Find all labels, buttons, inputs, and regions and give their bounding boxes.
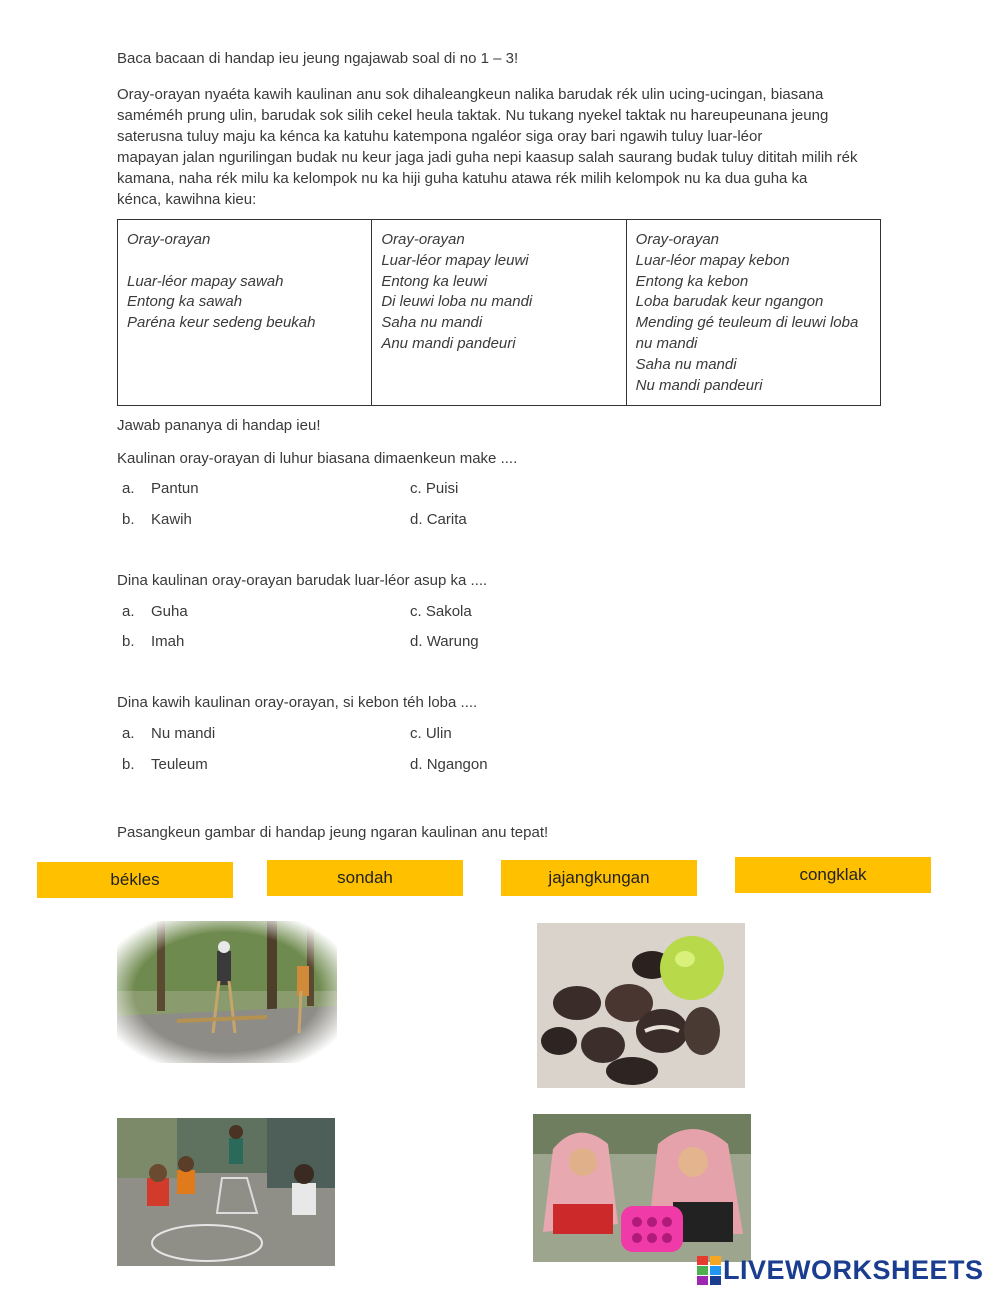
- passage-line: mapayan jalan ngurilingan budak nu keur jaga jadi guha nepi kaasup salah saurang budak tuluy dititah milih rék: [117, 149, 858, 166]
- verse-line: [127, 251, 363, 272]
- matching-prompt: Pasangkeun gambar di handap jeung ngaran kaulinan anu tepat!: [117, 824, 549, 841]
- option-text: Ngangon: [426, 756, 488, 773]
- hopscotch-photo: [117, 1118, 335, 1266]
- option-text: Pantun: [151, 480, 199, 497]
- passage-line: Oray-orayan nyaéta kawih kaulinan anu sok dihaleangkeun nalika barudak rék ulin ucing-ucingan, biasana: [117, 86, 824, 103]
- option-text: Imah: [151, 633, 185, 650]
- bekles-shells-photo: [537, 923, 745, 1088]
- verse-line: Luar-léor mapay leuwi: [381, 251, 529, 269]
- option-text: Teuleum: [151, 756, 208, 773]
- passage-line: saméméh prung ulin, barudak sok silih cekel heula taktak. Nu tukang nyekel taktak nu hareupeunana jeung: [117, 107, 829, 124]
- option-letter: b.: [122, 633, 135, 650]
- liveworksheets-logo: [697, 1255, 984, 1286]
- option-3a[interactable]: [122, 725, 215, 742]
- option-text: Sakola: [425, 603, 472, 620]
- verse-line: Oray-orayan: [381, 231, 465, 248]
- reading-passage: [117, 84, 883, 210]
- option-text: Ulin: [425, 725, 452, 742]
- verse-line: Oray-orayan: [127, 231, 211, 248]
- option-letter: d.: [410, 511, 423, 528]
- verse-line: Luar-léor mapay kebon: [635, 251, 790, 269]
- verse-line: Di leuwi loba nu mandi: [381, 293, 533, 311]
- answer-prompt: Jawab pananya di handap ieu!: [117, 417, 321, 434]
- logo-text: LIVEWORKSHEETS: [723, 1255, 984, 1285]
- option-text: Carita: [426, 511, 467, 528]
- verse-line: Saha nu mandi: [381, 314, 483, 332]
- option-1d[interactable]: [410, 511, 467, 528]
- option-3c[interactable]: [410, 725, 452, 742]
- verse-line: Loba barudak keur ngangon: [635, 293, 824, 311]
- option-letter: d.: [410, 633, 423, 650]
- option-letter: b.: [122, 756, 135, 773]
- option-2c[interactable]: [410, 603, 472, 620]
- tag-jajangkungan[interactable]: jajangkungan: [501, 860, 697, 896]
- song-verse-2: [372, 220, 626, 406]
- song-verse-1: [118, 220, 372, 406]
- verse-line: nu mandi: [635, 334, 698, 352]
- verse-line: Mending gé teuleum di leuwi loba: [635, 314, 859, 332]
- verse-line: Entong ka sawah: [127, 293, 243, 311]
- verse-line: Oray-orayan: [635, 231, 720, 248]
- option-letter: c.: [410, 725, 422, 742]
- question-3: Dina kawih kaulinan oray-orayan, si kebon téh loba ....: [117, 694, 478, 711]
- option-text: Kawih: [151, 511, 192, 528]
- option-letter: d.: [410, 756, 423, 773]
- logo-blocks-icon: [697, 1256, 723, 1286]
- option-1c[interactable]: [410, 480, 458, 497]
- option-letter: c.: [410, 480, 422, 497]
- tag-congklak[interactable]: congklak: [735, 857, 931, 893]
- verse-line: Nu mandi pandeuri: [635, 376, 763, 394]
- song-lyrics-table: [117, 219, 881, 406]
- option-text: Nu mandi: [151, 725, 216, 742]
- option-letter: c.: [410, 603, 422, 620]
- option-3d[interactable]: [410, 756, 488, 773]
- option-2d[interactable]: [410, 633, 479, 650]
- verse-line: Luar-léor mapay sawah: [127, 272, 284, 290]
- verse-line: Paréna keur sedeng beukah: [127, 314, 316, 332]
- option-2b[interactable]: [122, 633, 184, 650]
- option-text: Puisi: [425, 480, 459, 497]
- option-letter: a.: [122, 603, 135, 620]
- congklak-photo: [533, 1114, 751, 1262]
- option-2a[interactable]: [122, 603, 188, 620]
- verse-line: Entong ka leuwi: [381, 272, 488, 290]
- option-1a[interactable]: [122, 480, 199, 497]
- option-text: Warung: [426, 633, 479, 650]
- option-3b[interactable]: [122, 756, 208, 773]
- passage-line: saterusna tuluy maju ka kénca ka katuhu katempona ngaléor siga oray bari ngawih tuluy luar-léor: [117, 128, 763, 145]
- song-verse-3: [626, 220, 880, 406]
- verse-line: Saha nu mandi: [635, 355, 737, 373]
- option-1b[interactable]: [122, 511, 192, 528]
- stilt-walking-photo: [117, 921, 337, 1063]
- option-text: Guha: [151, 603, 188, 620]
- instruction-text: Baca bacaan di handap ieu jeung ngajawab soal di no 1 – 3!: [117, 50, 519, 67]
- verse-line: Entong ka kebon: [635, 272, 749, 290]
- option-letter: b.: [122, 511, 135, 528]
- passage-line: kamana, naha rék milu ka kelompok nu ka hiji guha katuhu atawa rék milih kelompok nu ka dua guha ka: [117, 170, 808, 187]
- tag-bekles[interactable]: békles: [37, 862, 233, 898]
- tag-sondah[interactable]: sondah: [267, 860, 463, 896]
- question-1: Kaulinan oray-orayan di luhur biasana dimaenkeun make ....: [117, 450, 518, 467]
- passage-line: kénca, kawihna kieu:: [117, 191, 257, 208]
- option-letter: a.: [122, 480, 135, 497]
- option-letter: a.: [122, 725, 135, 742]
- verse-line: Anu mandi pandeuri: [381, 334, 516, 352]
- question-2: Dina kaulinan oray-orayan barudak luar-léor asup ka ....: [117, 572, 488, 589]
